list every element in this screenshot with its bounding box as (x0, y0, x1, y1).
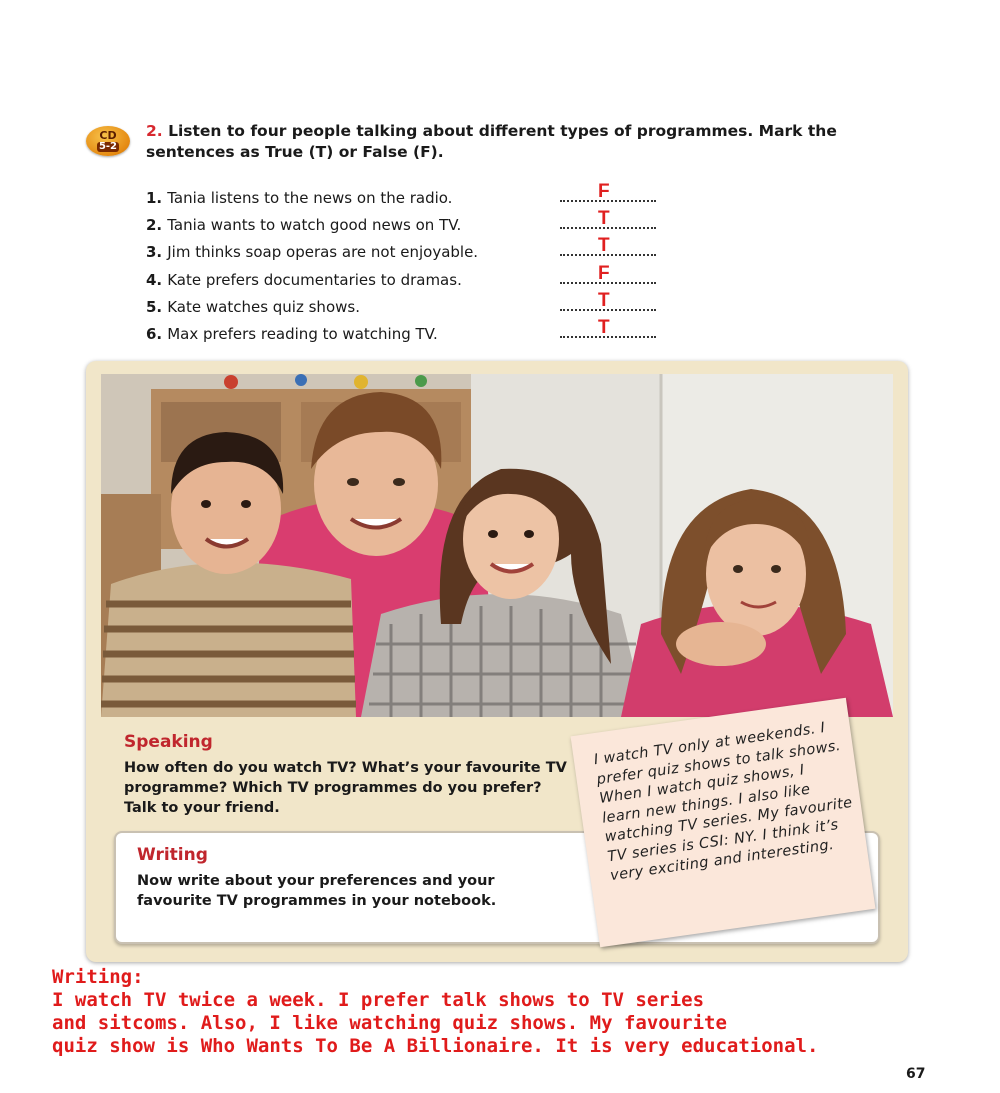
sample-note (571, 698, 876, 948)
exercise-instruction (146, 121, 906, 163)
exercise-number: 2. (146, 122, 163, 140)
writing-heading: Writing (137, 845, 208, 865)
statement-number: 3. (146, 243, 163, 262)
statement-number: 4. (146, 270, 163, 289)
statement-text: Kate watches quiz shows. (167, 297, 360, 316)
statement-row (146, 262, 666, 297)
true-false-list (146, 181, 666, 351)
exercise-instruction-text: Listen to four people talking about different types of programmes. Mark the sentences as True (T) or False (F). (146, 122, 837, 161)
statement-number: 5. (146, 297, 163, 316)
cd-track-number: 5-2 (98, 141, 118, 152)
statement-row (146, 289, 666, 324)
writing-prompt: Now write about your preferences and your favourite TV programmes in your notebook. (137, 873, 497, 909)
answer-mark: F (598, 181, 610, 202)
statement-text: Kate prefers documentaries to dramas. (167, 270, 462, 289)
speaking-heading: Speaking (124, 732, 213, 752)
statement-row (146, 181, 666, 215)
statement-row (146, 208, 666, 242)
statement-text: Tania listens to the news on the radio. (167, 189, 453, 207)
student-writing-answer: Writing: I watch TV twice a week. I prefer talk shows to TV series and sitcoms. Also, I like watching quiz shows. My favourite quiz show is Who Wants To Be A Billionaire. It is very educational. (52, 966, 819, 1057)
speaking-prompt: How often do you watch TV? What’s your favourite TV programme? Which TV programmes do you prefer? Talk to your friend. (124, 760, 567, 816)
statement-text: Jim thinks soap operas are not enjoyable. (167, 243, 479, 262)
statement-row (146, 316, 666, 351)
photo-four-children (101, 374, 893, 717)
cd-label: CD (99, 129, 117, 142)
page-number: 67 (906, 1066, 926, 1082)
answer-mark: T (598, 289, 610, 311)
cd-track-badge (86, 126, 130, 156)
statement-number: 6. (146, 324, 163, 343)
answer-mark: T (598, 235, 610, 257)
statement-row (146, 235, 666, 269)
statement-number: 2. (146, 216, 163, 235)
children-illustration (101, 374, 893, 717)
statement-text: Max prefers reading to watching TV. (167, 324, 438, 343)
sample-note-text: I watch TV only at weekends. I prefer quiz shows to talk shows. When I watch quiz shows, I learn new things. I also like watching TV series. My favourite TV series is CSI: NY. I think it’s very exciting and interesting. (592, 719, 854, 885)
statement-text: Tania wants to watch good news on TV. (167, 216, 462, 235)
statement-number: 1. (146, 189, 163, 207)
answer-mark: T (598, 316, 610, 338)
answer-mark: F (598, 262, 610, 284)
answer-mark: T (598, 208, 610, 230)
